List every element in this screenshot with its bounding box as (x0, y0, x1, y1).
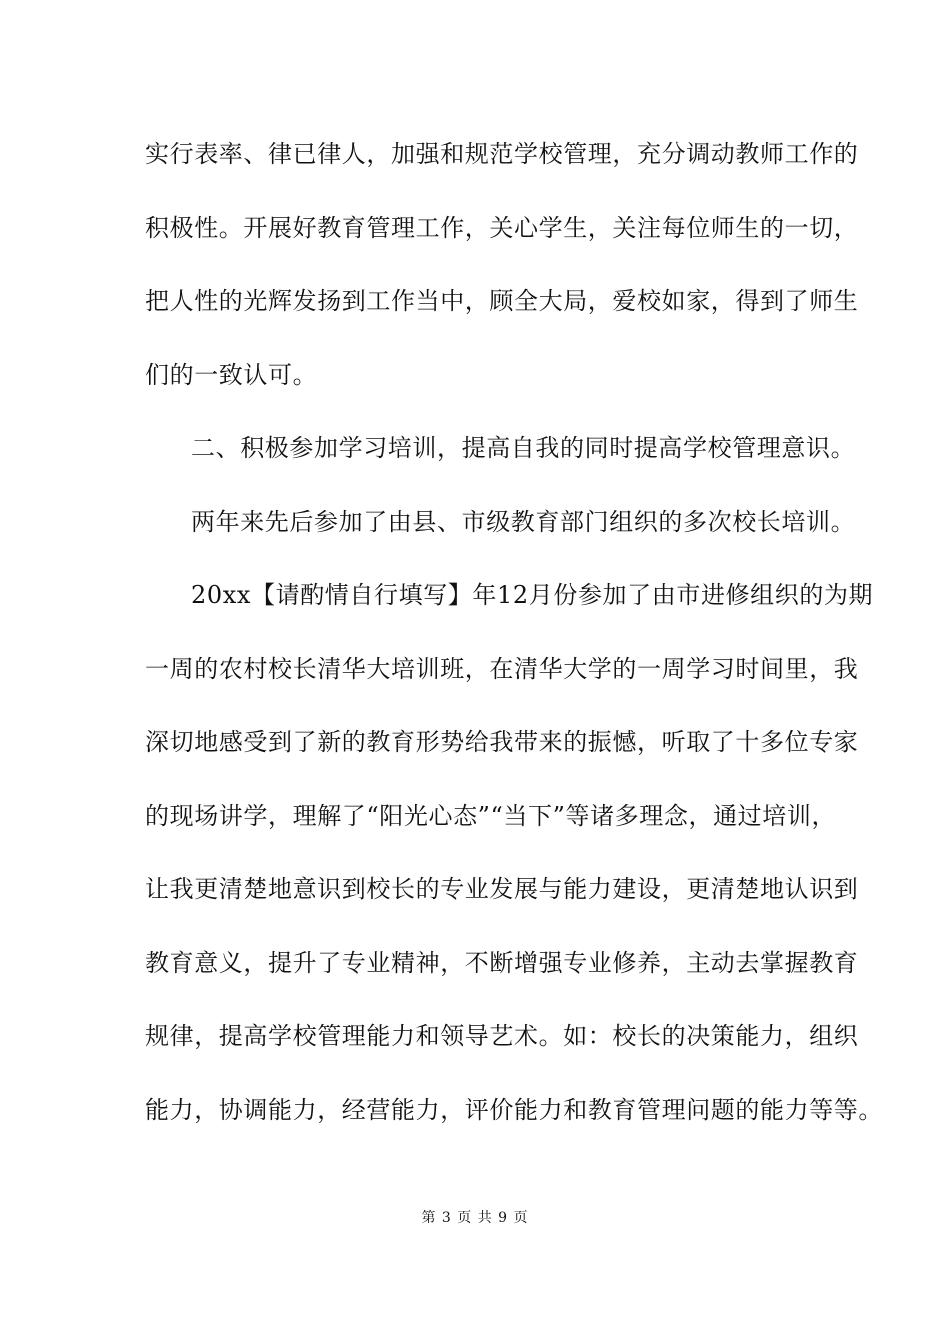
section-heading: 二、积极参加学习培训，提高自我的同时提高学校管理意识。 (191, 434, 856, 462)
text-line: 深切地感受到了新的教育形势给我带来的振憾，听取了十多位专家 (145, 728, 859, 756)
text-line: 的现场讲学，理解了“阳光心态”“当下”等诸多理念，通过培训， (145, 801, 837, 830)
paragraph-start: 两年来先后参加了由县、市级教育部门组织的多次校长培训。 (191, 507, 856, 536)
text-line: 一周的农村校长清华大培训班，在清华大学的一周学习时间里，我 (145, 654, 859, 683)
paragraph-start: 20xx【请酌情自行填写】年12月份参加了由市进修组织的为期 (191, 581, 874, 609)
text-line: 把人性的光辉发扬到工作当中，顾全大局，爱校如家，得到了师生 (145, 287, 859, 315)
text-line: 规律，提高学校管理能力和领导艺术。如：校长的决策能力，组织 (145, 1022, 859, 1050)
text-line: 们的一致认可。 (145, 360, 318, 389)
text-line: 实行表率、律已律人，加强和规范学校管理，充分调动教师工作的 (145, 140, 859, 168)
text-line: 教育意义，提升了专业精神，不断增强专业修养，主动去掌握教育 (145, 948, 859, 977)
page-footer (0, 1208, 950, 1228)
text-line: 让我更清楚地意识到校长的专业发展与能力建设，更清楚地认识到 (145, 875, 859, 903)
text-line: 积极性。开展好教育管理工作，关心学生，关注每位师生的一切， (145, 213, 859, 242)
text-line: 能力，协调能力，经营能力，评价能力和教育管理问题的能力等等。 (145, 1095, 883, 1124)
page-number: 第 3 页 共 9 页 (421, 1210, 529, 1226)
body-text (145, 128, 883, 1157)
